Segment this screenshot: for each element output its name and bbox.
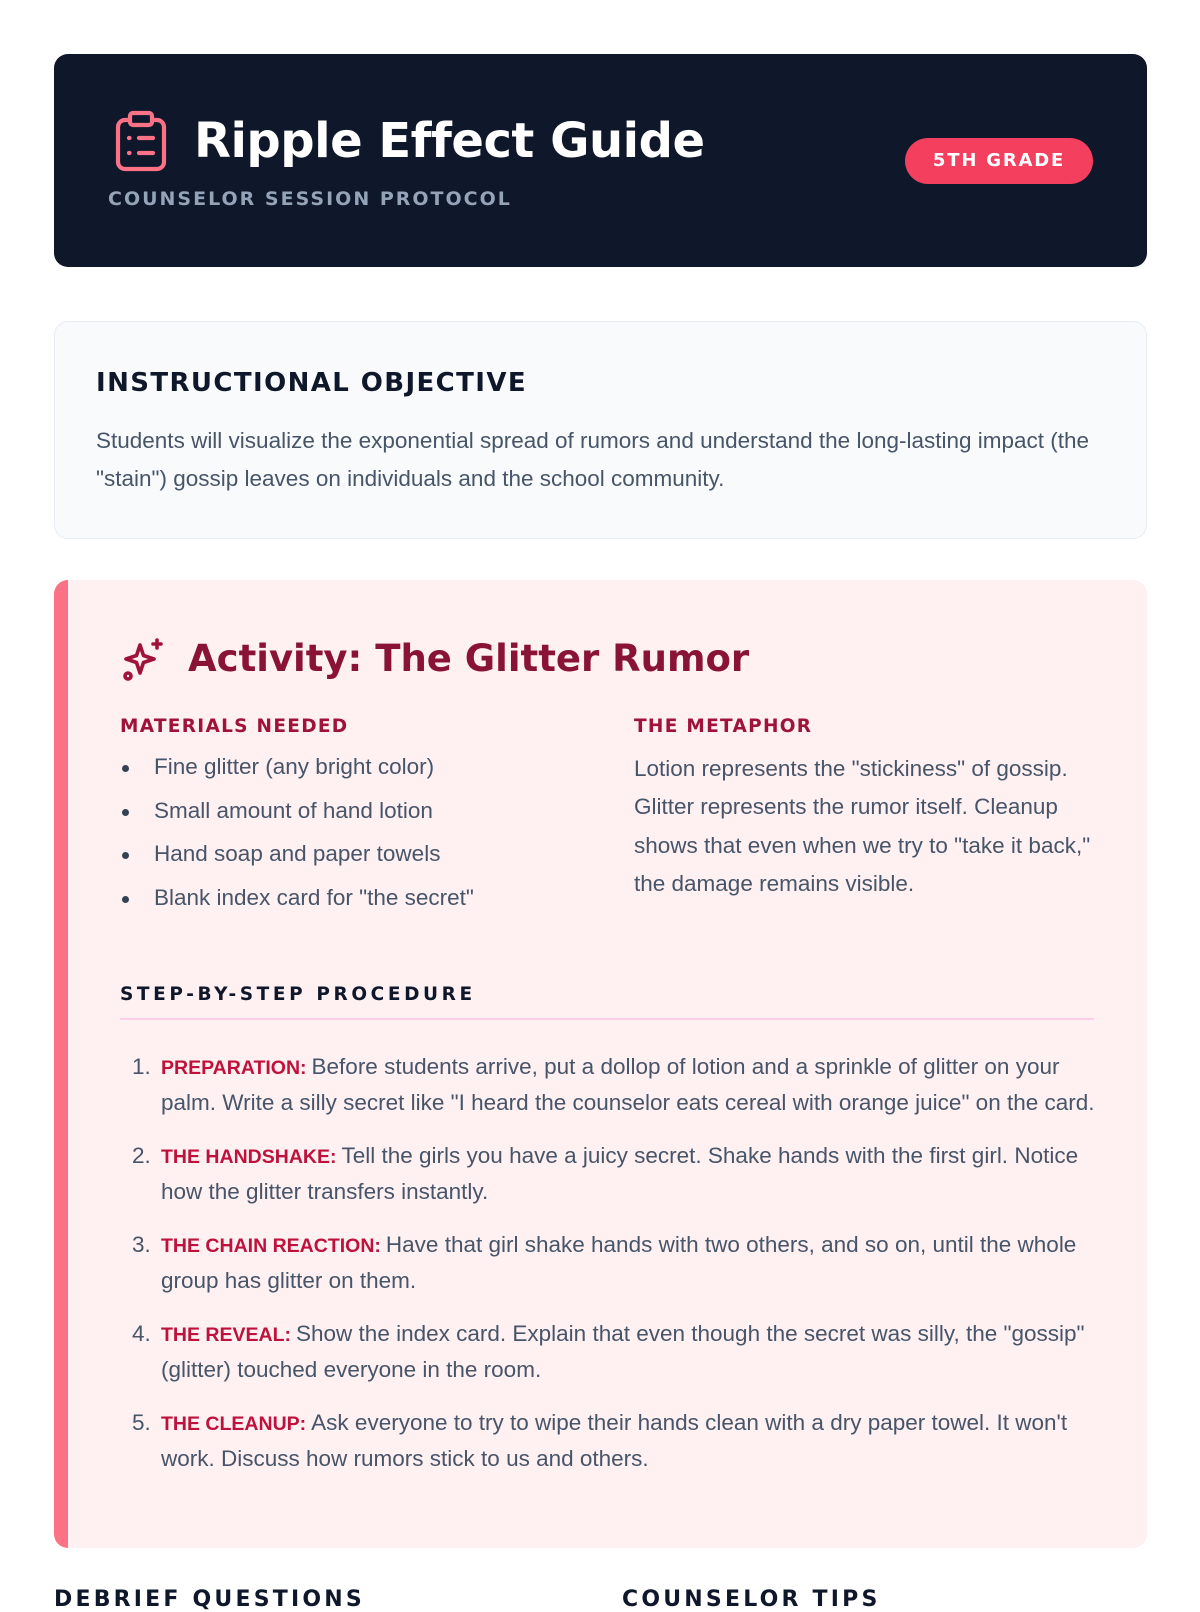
- step-number: 5.: [132, 1410, 151, 1435]
- objective-card: [54, 321, 1147, 539]
- metaphor-label: THE METAPHOR: [634, 716, 813, 737]
- step-item: [120, 1406, 1100, 1475]
- activity-title: Activity: The Glitter Rumor: [188, 637, 750, 680]
- procedure-divider: [120, 1018, 1094, 1020]
- sparkles-icon: [120, 636, 168, 684]
- materials-list: [120, 750, 570, 924]
- list-item: Small amount of hand lotion: [120, 794, 570, 838]
- debrief-label: DEBRIEF QUESTIONS: [54, 1587, 365, 1612]
- procedure-steps: [120, 1050, 1100, 1495]
- step-item: [120, 1228, 1100, 1297]
- step-item: [120, 1139, 1100, 1208]
- step-text: Show the index card. Explain that even though the secret was silly, the "gossip" (glitter) touched everyone in the room.: [161, 1321, 1085, 1382]
- clipboard-list-icon: [114, 110, 168, 172]
- step-number: 1.: [132, 1054, 151, 1079]
- tips-label: COUNSELOR TIPS: [622, 1587, 881, 1612]
- list-item: Blank index card for "the secret": [120, 881, 570, 925]
- step-number: 3.: [132, 1232, 151, 1257]
- step-text: Before students arrive, put a dollop of lotion and a sprinkle of glitter on your palm. Write a silly secret like "I heard the counselor eats cereal with orange juice" on the card.: [161, 1054, 1095, 1115]
- procedure-label: STEP-BY-STEP PROCEDURE: [120, 984, 476, 1005]
- list-item: Fine glitter (any bright color): [120, 750, 570, 794]
- step-number: 4.: [132, 1321, 151, 1346]
- materials-label: MATERIALS NEEDED: [120, 716, 349, 737]
- step-item: [120, 1317, 1100, 1386]
- step-text: Ask everyone to try to wipe their hands clean with a dry paper towel. It won't work. Discuss how rumors stick to us and others.: [161, 1410, 1068, 1471]
- page-subtitle: COUNSELOR SESSION PROTOCOL: [108, 188, 512, 210]
- step-text: Tell the girls you have a juicy secret. Shake hands with the first girl. Notice how the glitter transfers instantly.: [161, 1143, 1079, 1204]
- objective-text: Students will visualize the exponential spread of rumors and understand the long-lasting impact (the "stain") gossip leaves on individuals and the school community.: [96, 428, 1090, 491]
- page-title: Ripple Effect Guide: [194, 113, 705, 169]
- list-item: Hand soap and paper towels: [120, 837, 570, 881]
- activity-card: [54, 580, 1147, 1548]
- step-key: THE REVEAL:: [161, 1324, 292, 1346]
- step-number: 2.: [132, 1143, 151, 1168]
- step-key: PREPARATION:: [161, 1057, 307, 1079]
- header-banner: [54, 54, 1147, 267]
- grade-badge: 5TH GRADE: [905, 138, 1093, 184]
- step-key: THE HANDSHAKE:: [161, 1146, 337, 1168]
- objective-heading: INSTRUCTIONAL OBJECTIVE: [96, 368, 528, 398]
- step-key: THE CLEANUP:: [161, 1413, 307, 1435]
- step-text: Have that girl shake hands with two others, and so on, until the whole group has glitter on them.: [161, 1232, 1077, 1293]
- step-key: THE CHAIN REACTION:: [161, 1235, 381, 1257]
- step-item: [120, 1050, 1100, 1119]
- metaphor-text: Lotion represents the "stickiness" of gossip. Glitter represents the rumor itself. Cleanup shows that even when we try to "take it back," the damage remains visible.: [634, 756, 1091, 896]
